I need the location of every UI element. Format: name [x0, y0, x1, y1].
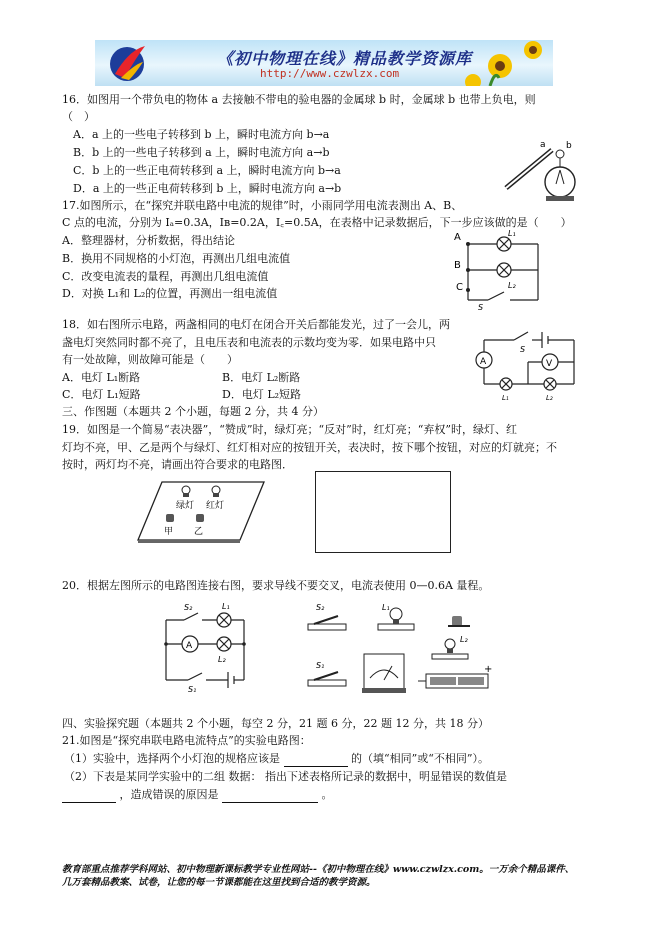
q17-fig-label-A: A: [454, 232, 461, 243]
q21-sub2-reason-blank[interactable]: [222, 790, 318, 803]
q20-phys-label-S1: S₁: [316, 661, 325, 670]
q21-sub2-mid: ，造成错误的原因是: [119, 788, 219, 801]
q18-fig-label-V: V: [546, 359, 553, 369]
q18-option-c: C．电灯 L₁短路: [62, 388, 141, 401]
q18-line1: 18．如右图所示电路，两盏相同的电灯在闭合开关后都能发光，过了一会儿，两: [62, 318, 450, 331]
q20-phys-label-L2: L₂: [460, 635, 468, 644]
q18-fig-label-L2: L₂: [546, 394, 553, 402]
q17-option-b: B．换用不同规格的小灯泡，再测出几组电流值: [62, 252, 291, 265]
q18-fig-label-L1: L₁: [502, 394, 509, 402]
q21-sub1-prefix: （1）实验中，选择两个小灯泡的规格应该是: [64, 752, 280, 765]
q18-fig-label-S: S: [520, 345, 526, 354]
q21-sub2-line2: [62, 786, 333, 803]
q16-option-d: D．a 上的一些正电荷转移到 b 上，瞬时电流方向 a→b: [73, 182, 342, 195]
q21-stem: 21.如图是“探究串联电路电流特点”的实验电路图：: [62, 734, 311, 747]
q16-stem: 16．如图用一个带负电的物体 a 去接触不带电的验电器的金属球 b 时，金属球 b 也带上负电，则: [62, 93, 536, 106]
q20-physical-components-figure: [302, 598, 502, 696]
q16-fig-label-a: a: [540, 140, 546, 150]
q18-fig-label-A: A: [480, 357, 487, 367]
q20-phys-label-L1: L₁: [382, 603, 390, 612]
q20-circuit-diagram: [152, 600, 252, 692]
q21-sub2-value-blank[interactable]: [62, 790, 116, 803]
q18-option-b: B．电灯 L₂断路: [222, 371, 301, 384]
q16-option-b: B．b 上的一些电子转移到 a 上，瞬时电流方向 a→b: [73, 146, 330, 159]
q16-fig-label-b: b: [566, 141, 572, 151]
q20-fig-label-L1: L₁: [222, 602, 230, 611]
q19-fig-label-red: 红灯: [206, 501, 225, 511]
q20-phys-label-S2: S₂: [316, 603, 325, 612]
q17-fig-label-L2: L₂: [508, 281, 516, 290]
q20-phys-label-plus: +: [484, 664, 493, 675]
q17-parallel-circuit-figure: [448, 228, 548, 312]
q19-line3: 按时，两灯均不亮，请画出符合要求的电路图．: [62, 458, 293, 471]
q17-option-a: A．整理器材，分析数据，得出结论: [62, 234, 235, 247]
q17-fig-label-C: C: [456, 282, 463, 293]
banner-url: http://www.czwlzx.com: [260, 67, 400, 80]
q21-sub2-line1: （2）下表是某同学实验中的二组 数据： 指出下述表格所记录的数据中，明显错误的数值是: [64, 770, 507, 783]
q18-fault-circuit-figure: [470, 322, 580, 402]
q17-line2: C 点的电流，分别为 Iₐ=0.3A，Iʙ=0.2A，I꜀=0.5A，在表格中记录数据后，下一步应该做的是（ ）: [62, 216, 572, 229]
q19-voting-board-figure: [136, 476, 266, 544]
q20-fig-label-L2: L₂: [218, 655, 226, 664]
q16-option-c: C．b 上的一些正电荷转移到 a 上，瞬时电流方向 b→a: [73, 164, 341, 177]
q19-line1: 19．如图是一个简易“表决器”，“赞成”时，绿灯亮；“反对”时，红灯亮；“弃权”时，绿灯、红: [62, 423, 517, 436]
q16-option-a: A．a 上的一些电子转移到 b 上，瞬时电流方向 b→a: [73, 128, 330, 141]
q16-paren: （ ）: [62, 110, 95, 123]
footer-line1: 教育部重点推荐学科网站、初中物理新课标教学专业性网站--《初中物理在线》www.czwlzx.com。一万余个精品课件、: [62, 864, 575, 875]
q18-line3: 有一处故障，则故障可能是（ ）: [62, 353, 238, 366]
q16-electroscope-figure: [500, 136, 580, 202]
q17-fig-label-L1: L₁: [508, 229, 516, 238]
q19-line2: 灯均不亮，甲、乙是两个与绿灯、红灯相对应的按钮开关，表决时，按下哪个按钮，对应的灯就亮；不: [62, 441, 557, 454]
q19-fig-label-yi: 乙: [194, 527, 204, 537]
q19-fig-label-green: 绿灯: [176, 501, 195, 511]
q20-text: 20．根据左图所示的电路图连接右图，要求导线不要交叉，电流表使用 0—0.6A 量程。: [62, 579, 490, 592]
q17-line1: 17.如图所示，在“探究并联电路中电流的规律”时，小雨同学用电流表测出 A、B、: [62, 199, 463, 212]
q18-option-a: A．电灯 L₁断路: [62, 371, 141, 384]
q18-line2: 盏电灯突然同时都不亮了，且电压表和电流表的示数均变为零．如果电路中只: [62, 336, 436, 349]
section4-heading: 四、实验探究题（本题共 2 个小题，每空 2 分，21 题 6 分，22 题 12 分，共 18 分）: [62, 717, 489, 730]
q21-sub2-end: 。: [321, 788, 333, 801]
q17-fig-label-S: S: [478, 303, 484, 312]
footer-line2: 几万套精品教案、试卷，让您的每一节课都能在这里找到合适的教学资源。: [62, 877, 376, 888]
q17-option-c: C．改变电流表的量程，再测出几组电流值: [62, 270, 269, 283]
q21-sub1-suffix: 的（填“相同”或“不相同”）。: [351, 752, 489, 765]
q17-fig-label-B: B: [454, 260, 461, 271]
banner-title: 《初中物理在线》精品教学资源库: [217, 49, 473, 68]
q19-fig-label-jia: 甲: [164, 527, 174, 537]
q19-answer-box[interactable]: [315, 471, 451, 553]
section3-heading: 三、作图题（本题共 2 个小题，每题 2 分，共 4 分）: [62, 405, 324, 418]
q17-option-d: D．对换 L₁和 L₂的位置，再测出一组电流值: [62, 287, 278, 300]
q20-fig-label-A: A: [186, 641, 193, 651]
q21-sub1-blank[interactable]: [284, 754, 348, 767]
q18-option-d: D．电灯 L₂短路: [222, 388, 302, 401]
q20-fig-label-S1: S₁: [188, 685, 197, 692]
header-banner: [95, 40, 553, 86]
q21-sub1: [64, 750, 489, 767]
q20-fig-label-S2: S₂: [184, 603, 193, 612]
